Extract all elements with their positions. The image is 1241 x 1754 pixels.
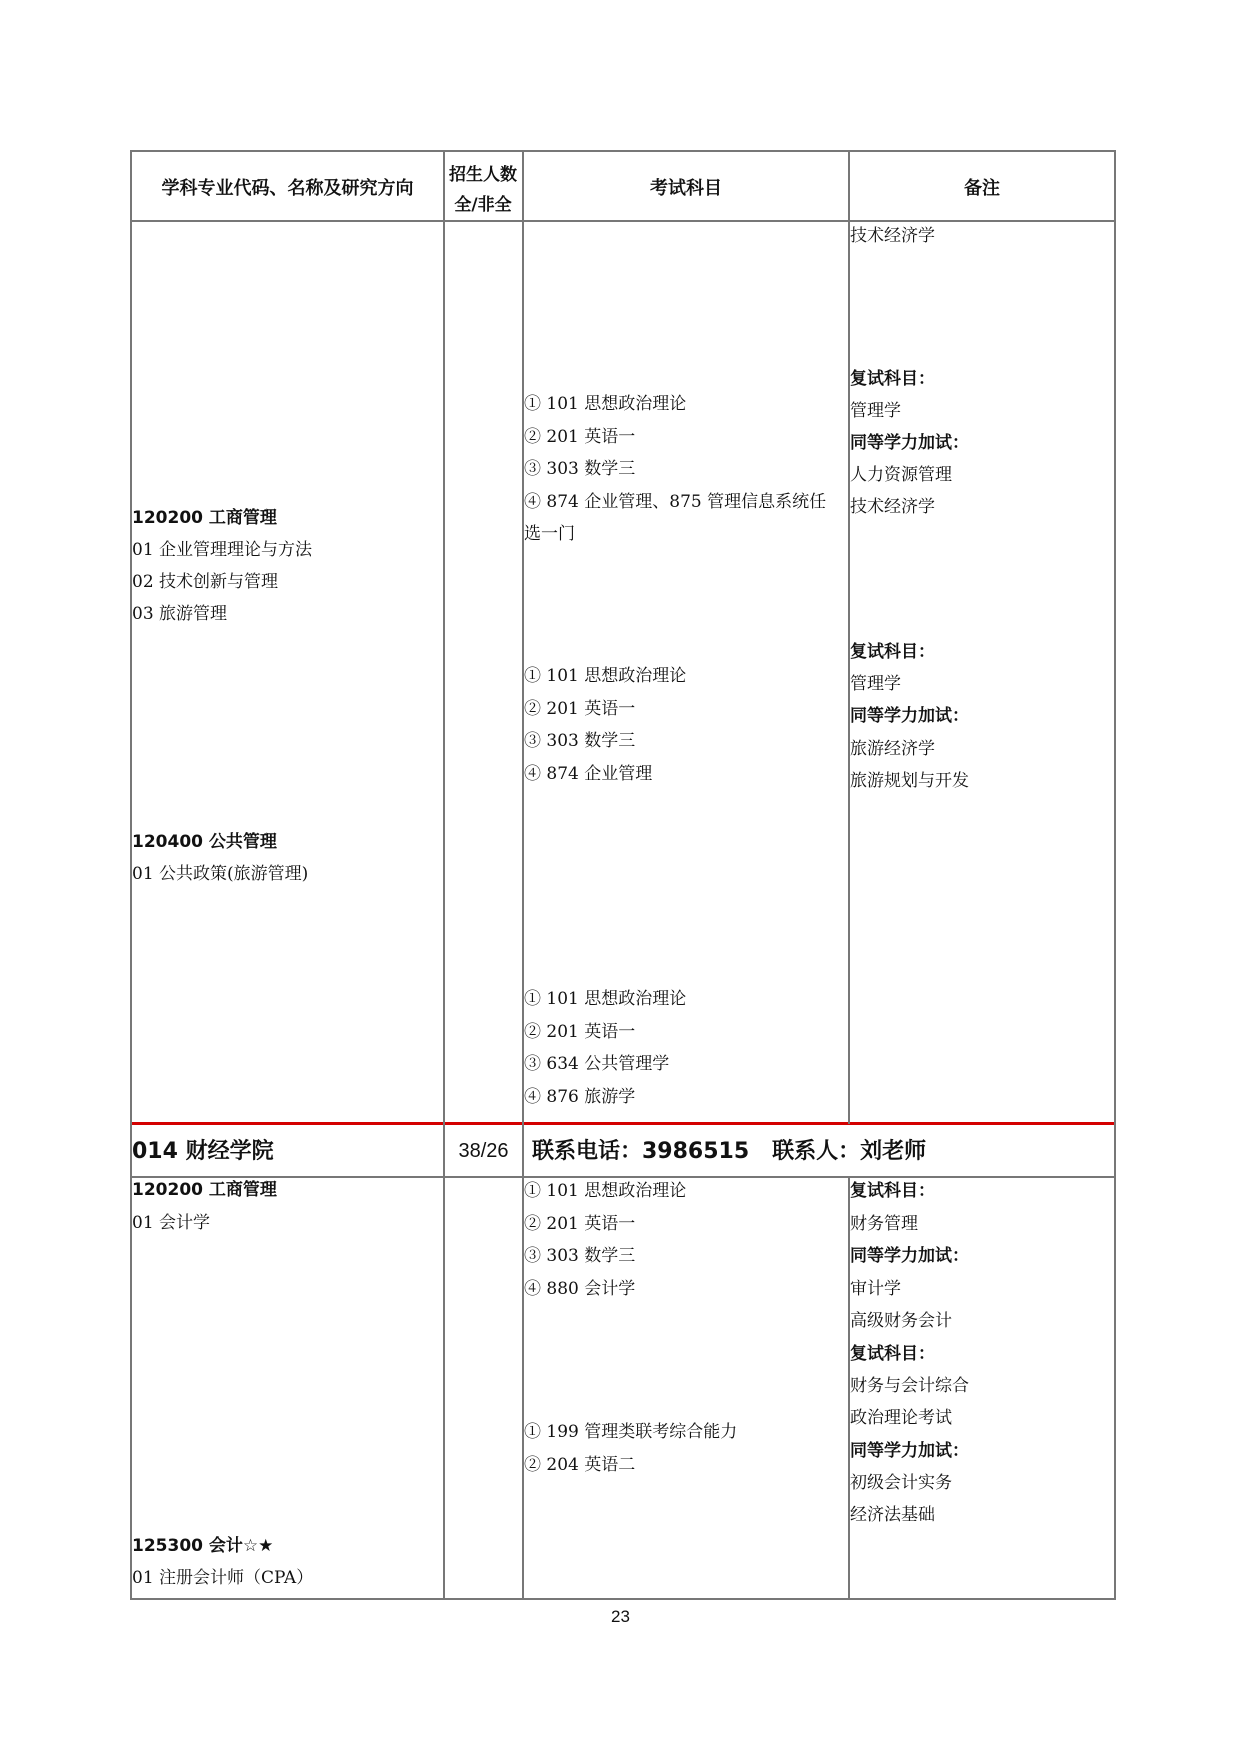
exam-subject: ① 101 思想政治理论 xyxy=(524,394,687,414)
note-text: 政治理论考试 xyxy=(850,1408,952,1428)
note-text: 财务与会计综合 xyxy=(850,1376,969,1396)
college-quota: 38/26 xyxy=(458,1140,509,1162)
exam-subject: ④ 874 企业管理、875 管理信息系统任 xyxy=(524,492,827,512)
note-extra-label: 同等学力加试： xyxy=(850,1246,969,1266)
exam-subject: ① 199 管理类联考综合能力 xyxy=(524,1422,738,1442)
note-text: 管理学 xyxy=(850,674,901,694)
exam-subject: ① 101 思想政治理论 xyxy=(524,1181,687,1201)
exam-subject: ① 101 思想政治理论 xyxy=(524,989,687,1009)
major-code-name: 120200 工商管理 xyxy=(132,1180,277,1200)
major-code-name: 120200 工商管理 xyxy=(132,508,277,528)
note-text: 旅游规划与开发 xyxy=(850,771,969,791)
header-col-exam: 考试科目 xyxy=(650,178,722,199)
exam-subject: ④ 880 会计学 xyxy=(524,1279,636,1299)
header-border-bottom xyxy=(130,220,1116,222)
note-retest-label: 复试科目： xyxy=(850,369,935,389)
exam-subject: ② 201 英语一 xyxy=(524,1022,636,1042)
major-direction: 01 注册会计师（CPA） xyxy=(132,1568,314,1588)
major-direction: 01 企业管理理论与方法 xyxy=(132,540,313,560)
header-col-quota-2: 全/非全 xyxy=(454,195,512,215)
exam-subject: ② 204 英语二 xyxy=(524,1455,636,1475)
college-contact: 联系电话：3986515 联系人：刘老师 xyxy=(532,1139,927,1164)
note-extra-label: 同等学力加试： xyxy=(850,1441,969,1461)
note-retest-label: 复试科目： xyxy=(850,1181,935,1201)
page-number: 23 xyxy=(611,1607,630,1626)
note-text: 初级会计实务 xyxy=(850,1473,952,1493)
exam-subject: ③ 303 数学三 xyxy=(524,731,636,751)
major-direction: 01 公共政策(旅游管理) xyxy=(132,864,309,884)
exam-subject: ① 101 思想政治理论 xyxy=(524,666,687,686)
note-text: 管理学 xyxy=(850,401,901,421)
note-text: 技术经济学 xyxy=(850,226,935,246)
exam-subject: ④ 874 企业管理 xyxy=(524,764,653,784)
col-line-right xyxy=(1114,150,1116,1600)
exam-subject: ④ 876 旅游学 xyxy=(524,1087,636,1107)
major-direction: 02 技术创新与管理 xyxy=(132,572,279,592)
header-col-major: 学科专业代码、名称及研究方向 xyxy=(161,178,414,199)
exam-subject: ② 201 英语一 xyxy=(524,427,636,447)
note-extra-label: 同等学力加试： xyxy=(850,433,969,453)
note-extra-label: 同等学力加试： xyxy=(850,706,969,726)
major-direction: 01 会计学 xyxy=(132,1213,211,1233)
exam-subject: ③ 634 公共管理学 xyxy=(524,1054,670,1074)
major-code-name: 120400 公共管理 xyxy=(132,832,277,852)
exam-subject: ② 201 英语一 xyxy=(524,1214,636,1234)
note-text: 技术经济学 xyxy=(850,497,935,517)
header-col-notes: 备注 xyxy=(964,178,1000,199)
table-border-bottom xyxy=(130,1598,1116,1600)
exam-subject: ③ 303 数学三 xyxy=(524,1246,636,1266)
col-line-2 xyxy=(522,150,524,1600)
note-retest-label: 复试科目： xyxy=(850,642,935,662)
note-text: 财务管理 xyxy=(850,1214,918,1234)
note-text: 高级财务会计 xyxy=(850,1311,952,1331)
col-line-3 xyxy=(848,150,850,1124)
table-border-top xyxy=(130,150,1116,152)
college-name: 014 财经学院 xyxy=(132,1139,274,1164)
major-direction: 03 旅游管理 xyxy=(132,604,228,624)
col-line-1 xyxy=(443,150,445,1600)
note-text: 经济法基础 xyxy=(850,1505,935,1525)
note-text: 审计学 xyxy=(850,1279,901,1299)
note-retest-label: 复试科目： xyxy=(850,1344,935,1364)
exam-subject: 选一门 xyxy=(524,524,575,544)
note-text: 人力资源管理 xyxy=(850,465,952,485)
exam-subject: ③ 303 数学三 xyxy=(524,459,636,479)
exam-subject: ② 201 英语一 xyxy=(524,699,636,719)
note-text: 旅游经济学 xyxy=(850,739,935,759)
section-divider xyxy=(130,1122,1116,1125)
major-code-name: 125300 会计☆★ xyxy=(132,1536,274,1556)
header-col-quota-1: 招生人数 xyxy=(449,165,517,185)
